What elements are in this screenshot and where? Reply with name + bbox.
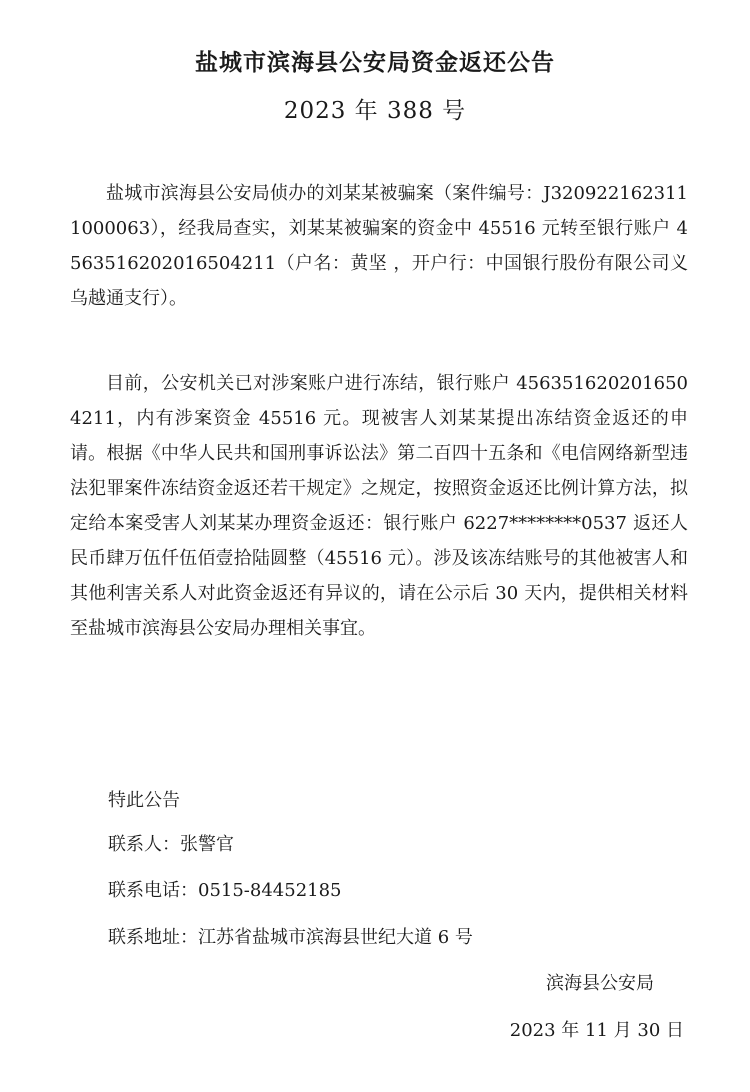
notice-title: 盐城市滨海县公安局资金返还公告 xyxy=(195,50,555,76)
contact-address: 联系地址：江苏省盐城市滨海县世纪大道 6 号 xyxy=(108,927,473,948)
body-paragraph-refund-details: 目前，公安机关已对涉案账户进行冻结，银行账户 4563516202016504211，内有涉案资金 45516 元。现被害人刘某某提出冻结资金返还的申请。根据《中华人民共和国刑事诉讼法》第二百四十五条和《电信网络新型违法犯罪案件冻结资金返还若干规定》之规定，按照资金返还比例计算方法，拟定给本案受害人刘某某办理资金返还：银行账户 6227********0537 返还人民币肆万伍仟伍佰壹拾陆圆整（45516 元）。涉及该冻结账号的其他被害人和其他利害关系人对此资金返还有异议的，请在公示后 30 天内，提供相关材料至盐城市滨海县公安局办理相关事宜。 xyxy=(70,373,688,639)
notice-number: 2023 年 388 号 xyxy=(283,98,467,124)
contact-phone: 联系电话：0515-84452185 xyxy=(108,880,342,901)
signing-authority: 滨海县公安局 xyxy=(546,973,654,994)
contact-person: 联系人：张警官 xyxy=(108,834,234,855)
signing-date: 2023 年 11 月 30 日 xyxy=(509,1020,684,1041)
closing-phrase: 特此公告 xyxy=(108,790,180,811)
body-paragraph-case-details: 盐城市滨海县公安局侦办的刘某某被骗案（案件编号：J3209221623111000063），经我局查实，刘某某被骗案的资金中 45516 元转至银行账户 4563516202016504211（户名：黄坚 ，开户行：中国银行股份有限公司义乌越通支行）。 xyxy=(70,183,688,309)
